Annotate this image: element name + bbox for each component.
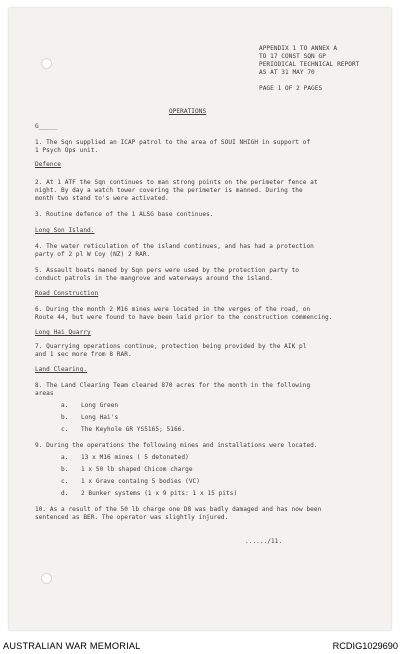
list-item-text: The Keyhole GR YS5165; 5166. — [81, 426, 186, 433]
footer-reference-id: RCDIG1029690 — [332, 641, 398, 651]
section-heading-land-clearing: Land Clearing. — [35, 366, 88, 373]
list-item-text: Long Green — [81, 402, 119, 409]
section-heading-defence: Defence — [35, 161, 62, 168]
section-heading-long-son: Long Son Island. — [35, 227, 95, 234]
punch-hole — [41, 573, 52, 584]
paragraph-1-line-2: 1 Psych Ops unit. — [35, 147, 99, 154]
paragraph-9: 9. During the operations the following mines and installations were located. — [35, 442, 318, 449]
section-heading-quarry: Long Hai Quarry — [35, 329, 91, 336]
paragraph-4-line-2: party of 2 pl W Coy (NZ) 2 RAR. — [35, 251, 151, 258]
section-heading-general: G_____ — [35, 123, 58, 130]
paragraph-10-line-2: sentenced as BER. The operator was slightly injured. — [35, 514, 229, 521]
paragraph-8-line-2: areas — [35, 390, 54, 397]
paragraph-8-line-1: 8. The Land Clearing Team cleared 870 acres for the month in the following — [35, 382, 311, 389]
list-item-letter: d. — [61, 490, 69, 497]
footer-source: AUSTRALIAN WAR MEMORIAL — [3, 641, 141, 651]
list-item-text: 1 x Grave containg 5 bodies (VC) — [81, 478, 200, 485]
page-title: OPERATIONS — [169, 108, 207, 115]
paragraph-3: 3. Routine defence of the 1 ALSG base continues. — [35, 211, 214, 218]
header-line-1: APPENDIX 1 TO ANNEX A — [259, 45, 338, 52]
list-item-letter: a. — [61, 402, 69, 409]
list-item-text: 1 x 50 lb shaped Chicom charge — [81, 466, 193, 473]
document-page — [9, 8, 391, 630]
list-item-letter: a. — [61, 454, 69, 461]
list-item-letter: b. — [61, 414, 69, 421]
header-line-4: AS AT 31 MAY 70 — [259, 69, 315, 76]
list-item-letter: c. — [61, 478, 69, 485]
header-line-3: PERIODICAL TECHNICAL REPORT — [259, 61, 360, 68]
paragraph-5-line-1: 5. Assault boats maned by Sqn pers were used by the protection party to — [35, 267, 300, 274]
paragraph-2-line-1: 2. At 1 ATF the Sqn continues to man strong points on the perimeter fence at — [35, 179, 318, 186]
list-item-letter: c. — [61, 426, 69, 433]
page-number: PAGE 1 OF 2 PAGES — [259, 85, 323, 92]
paragraph-7-line-2: and 1 sec more from 8 RAR. — [35, 351, 132, 358]
paragraph-5-line-2: conduct patrols in the mangrove and waterways around the island. — [35, 275, 273, 282]
paragraph-7-line-1: 7. Quarrying operations continue, protection being provided by the AIK pl — [35, 343, 307, 350]
punch-hole — [41, 58, 52, 69]
paragraph-6-line-2: Route 44, but were found to have been laid prior to the construction commencing. — [35, 314, 333, 321]
paragraph-6-line-1: 6. During the month 2 M16 mines were located in the verges of the road, on — [35, 306, 311, 313]
section-heading-road: Road Construction — [35, 290, 99, 297]
paragraph-2-line-3: month two stand to's were activated. — [35, 195, 169, 202]
paragraph-4-line-1: 4. The water reticulation of the island continues, and has had a protection — [35, 243, 314, 250]
paragraph-10-line-1: 10. As a result of the 50 lb charge one D8 was badly damaged and has now been — [35, 506, 322, 513]
continuation-marker: ....../11. — [245, 538, 283, 545]
paragraph-1-line-1: 1. The Sqn supplied an ICAP patrol to the area of SOUI NHIGH in support of — [35, 139, 311, 146]
paragraph-2-line-2: night. By day a watch tower covering the perimeter is manned. During the — [35, 187, 303, 194]
header-line-2: TO 17 CONST SQN GP — [259, 53, 326, 60]
list-item-text: 2 Bunker systems (1 x 9 pits: 1 x 15 pits) — [81, 490, 238, 497]
archive-footer — [0, 638, 402, 654]
list-item-text: 13 x M16 mines ( 5 detonated) — [81, 454, 189, 461]
list-item-letter: b. — [61, 466, 69, 473]
list-item-text: Long Hai's — [81, 414, 119, 421]
